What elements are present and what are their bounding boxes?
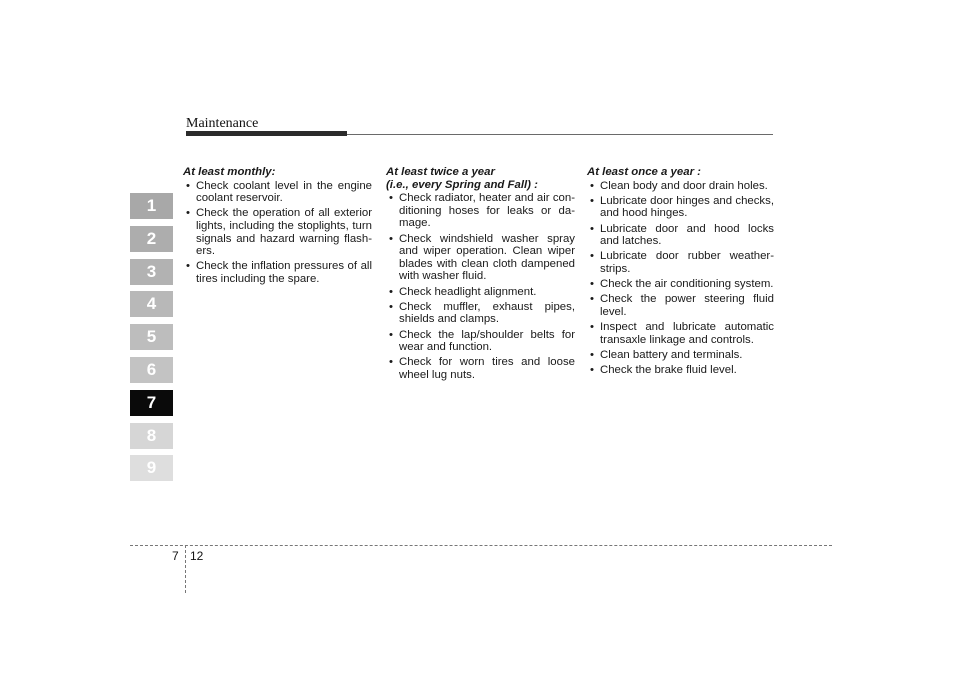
column-heading-line: At least twice a year — [386, 166, 495, 178]
chapter-tab-2: 2 — [130, 226, 173, 252]
chapter-tab-8: 8 — [130, 423, 173, 449]
checklist — [587, 180, 774, 377]
checklist-item: • Check the inflation pressures of all tires including the spare. — [183, 260, 372, 285]
chapter-tab-4: 4 — [130, 291, 173, 317]
column-heading-line: At least once a year : — [587, 166, 701, 178]
column-heading — [183, 166, 372, 179]
page-header-title: Maintenance — [186, 116, 259, 131]
chapter-index-tabs — [130, 193, 173, 488]
chapter-tab-5: 5 — [130, 324, 173, 350]
checklist-item: • Inspect and lubricate automatic transaxle linkage and controls. — [587, 321, 774, 346]
checklist-item: • Lubricate door rubber weather-strips. — [587, 250, 774, 275]
footer-divider — [185, 545, 186, 593]
checklist-item: • Check muffler, exhaust pipes, shields and clamps. — [386, 301, 575, 326]
checklist-item: • Check radiator, heater and air con-ditioning hoses for leaks or da-mage. — [386, 192, 575, 230]
checklist-item: • Check coolant level in the engine coolant reservoir. — [183, 180, 372, 205]
checklist-item: • Check the brake fluid level. — [587, 364, 774, 377]
checklist-item: • Check the air conditioning system. — [587, 278, 774, 291]
checklist-item: • Lubricate door hinges and checks, and hood hinges. — [587, 195, 774, 220]
column-heading — [386, 166, 575, 191]
column-heading-line: At least monthly: — [183, 166, 276, 178]
checklist-item: • Check the operation of all exterior lights, including the stoplights, turn signals and hazard warning flash-ers. — [183, 207, 372, 257]
footer-rule — [130, 545, 832, 546]
header-rule-thick — [186, 131, 347, 136]
checklist-item: • Clean battery and terminals. — [587, 349, 774, 362]
checklist-item: • Check windshield washer spray and wiper operation. Clean wiper blades with clean cloth dampened with washer fluid. — [386, 233, 575, 283]
maintenance-column-yearly — [587, 166, 774, 379]
chapter-tab-6: 6 — [130, 357, 173, 383]
column-heading — [587, 166, 774, 179]
maintenance-column-twice-yearly — [386, 166, 575, 384]
checklist-item: • Check the lap/shoulder belts for wear and function. — [386, 329, 575, 354]
checklist — [183, 180, 372, 286]
checklist-item: • Check headlight alignment. — [386, 286, 575, 299]
page-number: 12 — [190, 549, 204, 563]
header-rule-thin — [347, 134, 773, 135]
chapter-tab-3: 3 — [130, 259, 173, 285]
checklist-item: • Lubricate door and hood locks and latches. — [587, 223, 774, 248]
checklist — [386, 192, 575, 381]
chapter-tab-7: 7 — [130, 390, 173, 416]
chapter-tab-1: 1 — [130, 193, 173, 219]
checklist-item: • Check the power steering fluid level. — [587, 293, 774, 318]
maintenance-column-monthly — [183, 166, 372, 288]
chapter-tab-9: 9 — [130, 455, 173, 481]
checklist-item: • Check for worn tires and loose wheel lug nuts. — [386, 356, 575, 381]
column-heading-line: (i.e., every Spring and Fall) : — [386, 178, 538, 191]
checklist-item: • Clean body and door drain holes. — [587, 180, 774, 193]
page-chapter-number: 7 — [172, 549, 179, 563]
